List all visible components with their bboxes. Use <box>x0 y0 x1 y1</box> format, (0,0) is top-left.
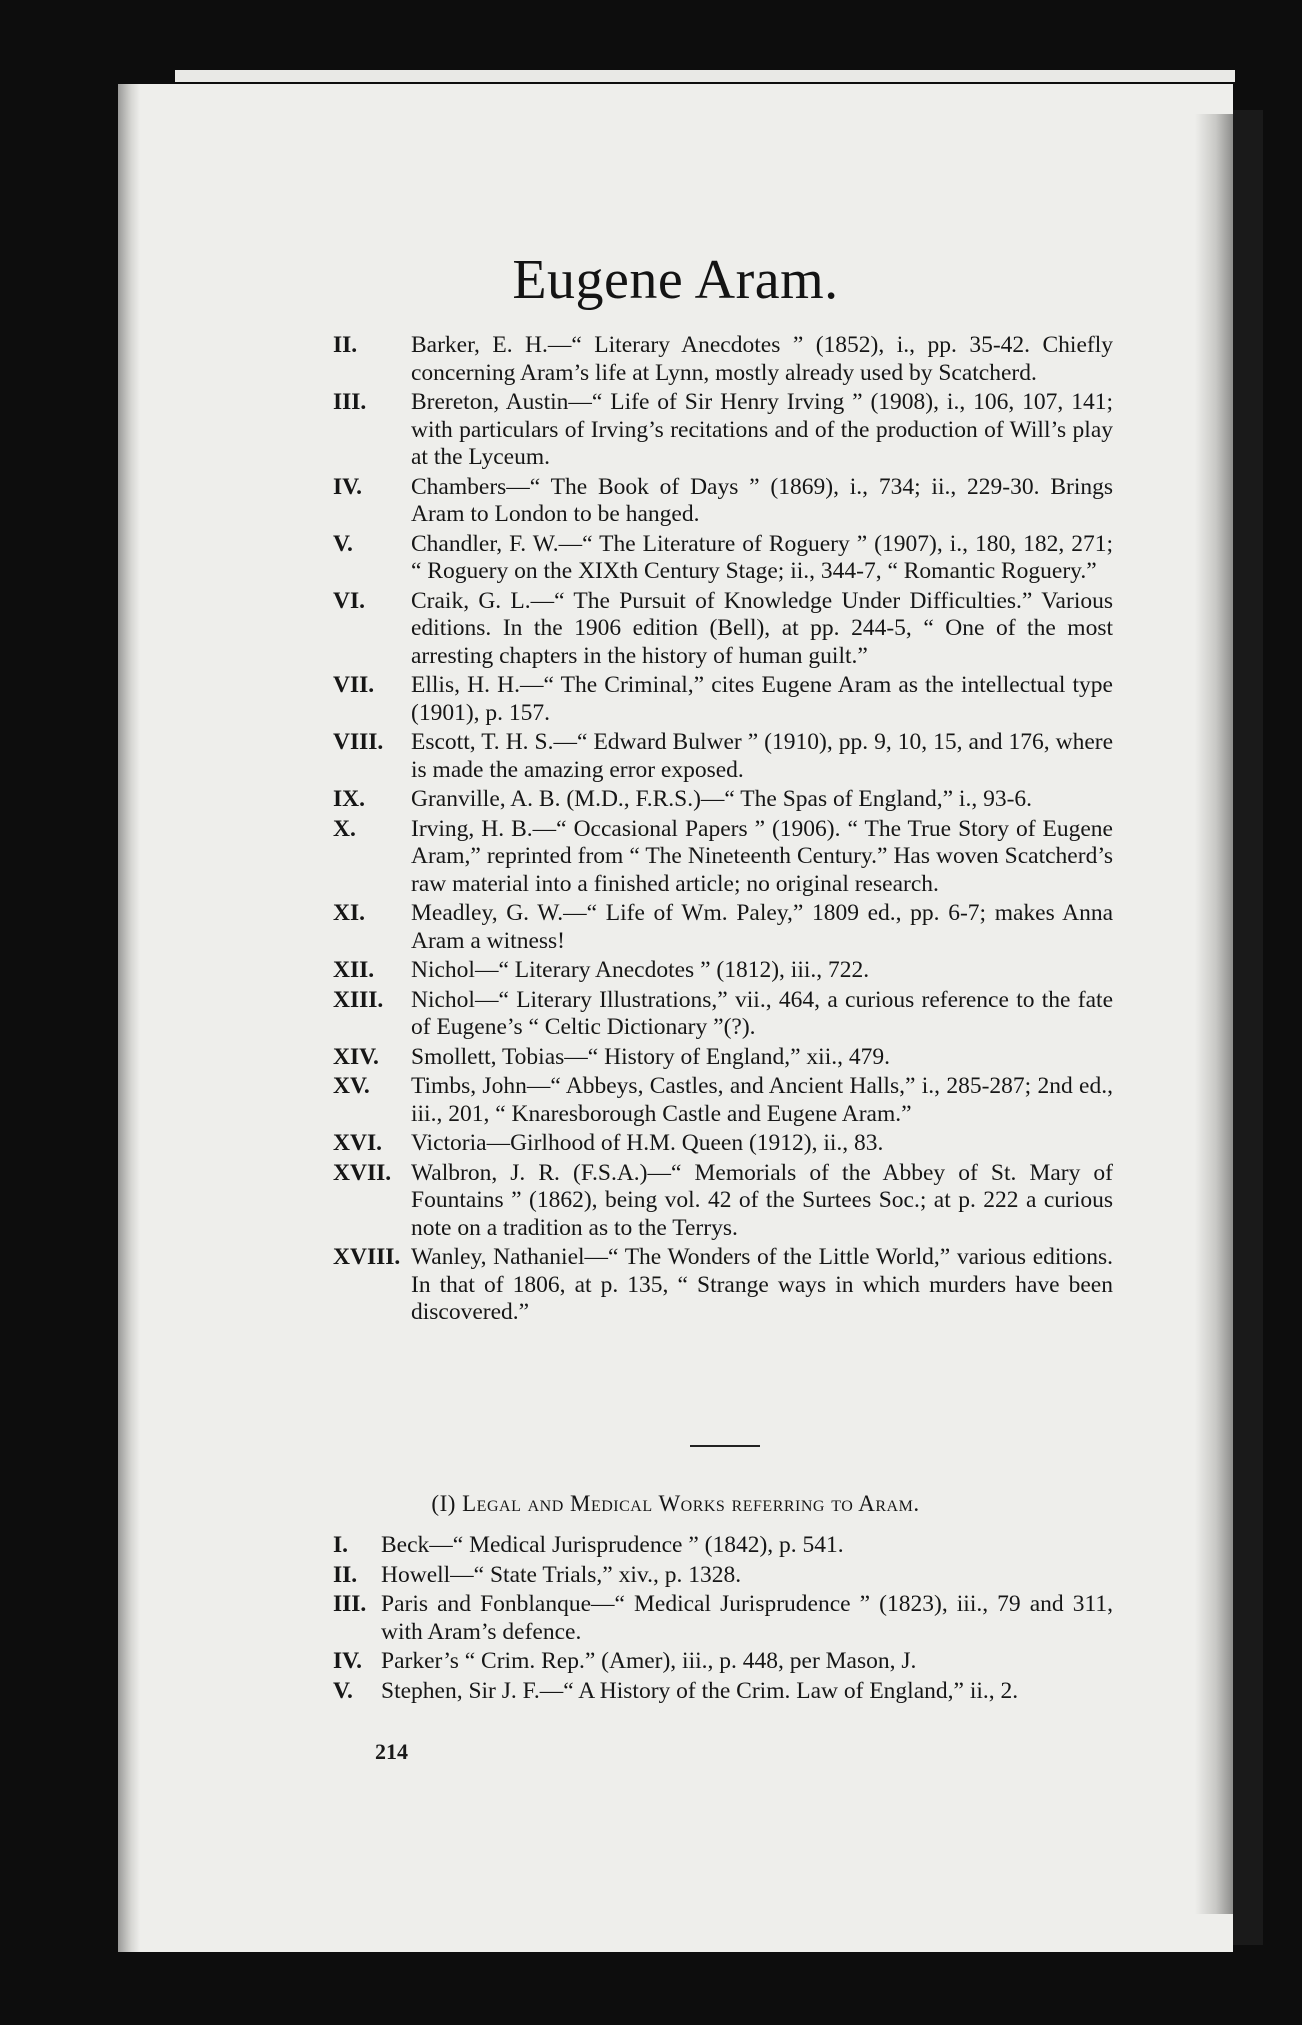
entry-text: Timbs, John—“ Abbeys, Castles, and Ancient Halls,” i., 285-287; 2nd ed., iii., 201, “ Knaresborough Castle and Eugene Aram.” <box>411 1073 1113 1127</box>
entry-text: Chambers—“ The Book of Days ” (1869), i., 734; ii., 229-30. Brings Aram to London to be hanged. <box>411 473 1113 527</box>
entry-text: Ellis, H. H.—“ The Criminal,” cites Eugene Aram as the intellectual type (1901), p. 157. <box>411 672 1113 726</box>
entry-number: XIII. <box>333 986 384 1013</box>
page-top-edge <box>175 70 1235 82</box>
entry-text: Escott, T. H. S.—“ Edward Bulwer ” (1910), pp. 9, 10, 15, and 176, where is made the amazing error exposed. <box>411 729 1113 783</box>
list-item <box>333 1073 1113 1128</box>
list-item <box>333 1648 1113 1676</box>
list-item <box>333 729 1113 784</box>
entry-text: Craik, G. L.—“ The Pursuit of Knowledge Under Difficulties.” Various editions. In the 1906 edition (Bell), at pp. 244-5, “ One of the most arresting chapters in the history of human guilt.” <box>411 587 1113 669</box>
entry-text: Chandler, F. W.—“ The Literature of Roguery ” (1907), i., 180, 182, 271; “ Roguery on the XIXth Century Stage; ii., 344-7, “ Romantic Roguery.” <box>411 530 1113 584</box>
list-item <box>333 987 1113 1042</box>
list-item <box>333 816 1113 899</box>
entry-number: XVII. <box>333 1159 392 1186</box>
entry-text: Stephen, Sir J. F.—“ A History of the Crim. Law of England,” ii., 2. <box>381 1677 1019 1704</box>
legal-medical-list <box>333 1532 1113 1707</box>
bibliography-list <box>333 332 1113 1329</box>
entry-number: XII. <box>333 957 375 983</box>
entry-number: VI. <box>333 587 365 614</box>
entry-text: Wanley, Nathaniel—“ The Wonders of the Little World,” various editions. In that of 1806, at p. 135, “ Strange ways in which murders have been discovered.” <box>411 1244 1113 1325</box>
list-item <box>333 1244 1113 1327</box>
entry-number: XV. <box>333 1073 370 1099</box>
entry-number: IV. <box>333 473 362 500</box>
entry-number: II. <box>333 1561 358 1588</box>
list-item <box>333 786 1113 814</box>
entry-text: Howell—“ State Trials,” xiv., p. 1328. <box>381 1561 742 1588</box>
book-spine-shadow <box>1233 110 1263 1945</box>
entry-number: III. <box>333 389 367 415</box>
entry-text: Beck—“ Medical Jurisprudence ” (1842), p. 541. <box>381 1532 844 1558</box>
list-item <box>333 474 1113 529</box>
list-item <box>333 1160 1113 1243</box>
list-item <box>333 900 1113 955</box>
entry-number: X. <box>333 815 356 842</box>
entry-text: Irving, H. B.—“ Occasional Papers ” (1906). “ The True Story of Eugene Aram,” reprinted from “ The Nineteenth Century.” Has woven Scatcherd’s raw material into a finished article; no original research. <box>411 815 1113 897</box>
entry-number: V. <box>333 530 353 557</box>
entry-number: II. <box>333 332 358 358</box>
list-item <box>333 672 1113 727</box>
page-title: Eugene Aram. <box>512 249 839 311</box>
entry-number: III. <box>333 1591 367 1617</box>
entry-number: XI. <box>333 900 365 926</box>
entry-number: XIV. <box>333 1043 379 1070</box>
entry-number: IX. <box>333 786 365 812</box>
entry-number: XVI. <box>333 1130 382 1156</box>
entry-text: Victoria—Girlhood of H.M. Queen (1912), ii., 83. <box>411 1130 884 1156</box>
list-item <box>333 957 1113 985</box>
entry-number: XVIII. <box>333 1244 401 1270</box>
page-left-edge <box>118 84 140 1952</box>
list-item <box>333 1130 1113 1158</box>
list-item <box>333 389 1113 472</box>
entry-number: V. <box>333 1677 353 1704</box>
page-right-edge <box>1195 114 1233 1914</box>
section-divider <box>690 1445 760 1447</box>
entry-number: I. <box>333 1532 349 1558</box>
entry-text: Nichol—“ Literary Illustrations,” vii., 464, a curious reference to the fate of Eugene’s “ Celtic Dictionary ”(?). <box>411 986 1113 1040</box>
list-item <box>333 1562 1113 1590</box>
entry-text: Smollett, Tobias—“ History of England,” xii., 479. <box>411 1043 890 1070</box>
section-heading: (I) Legal and Medical Works referring to Aram. <box>431 1491 920 1516</box>
entry-text: Granville, A. B. (M.D., F.R.S.)—“ The Spas of England,” i., 93-6. <box>411 786 1033 812</box>
entry-number: VIII. <box>333 729 384 755</box>
entry-text: Brereton, Austin—“ Life of Sir Henry Irving ” (1908), i., 106, 107, 141; with particulars of Irving’s recitations and of the production of Will’s play at the Lyceum. <box>411 389 1113 470</box>
book-page <box>118 84 1233 1952</box>
list-item <box>333 531 1113 586</box>
page-number: 214 <box>375 1739 408 1764</box>
list-item <box>333 332 1113 387</box>
list-item <box>333 1532 1113 1560</box>
entry-text: Meadley, G. W.—“ Life of Wm. Paley,” 1809 ed., pp. 6-7; makes Anna Aram a witness! <box>411 900 1113 954</box>
entry-text: Parker’s “ Crim. Rep.” (Amer), iii., p. 448, per Mason, J. <box>381 1648 917 1674</box>
entry-text: Barker, E. H.—“ Literary Anecdotes ” (1852), i., pp. 35-42. Chiefly concerning Aram’s life at Lynn, mostly already used by Scatcherd. <box>411 332 1113 386</box>
entry-number: VII. <box>333 672 375 698</box>
entry-number: IV. <box>333 1648 362 1674</box>
entry-text: Paris and Fonblanque—“ Medical Jurisprudence ” (1823), iii., 79 and 311, with Aram’s defence. <box>381 1591 1113 1645</box>
list-item <box>333 1591 1113 1646</box>
entry-text: Nichol—“ Literary Anecdotes ” (1812), iii., 722. <box>411 957 870 983</box>
list-item <box>333 1678 1113 1706</box>
list-item <box>333 588 1113 671</box>
list-item <box>333 1044 1113 1072</box>
entry-text: Walbron, J. R. (F.S.A.)—“ Memorials of the Abbey of St. Mary of Fountains ” (1862), being vol. 42 of the Surtees Soc.; at p. 222 a curious note on a tradition as to the Terrys. <box>411 1159 1113 1241</box>
